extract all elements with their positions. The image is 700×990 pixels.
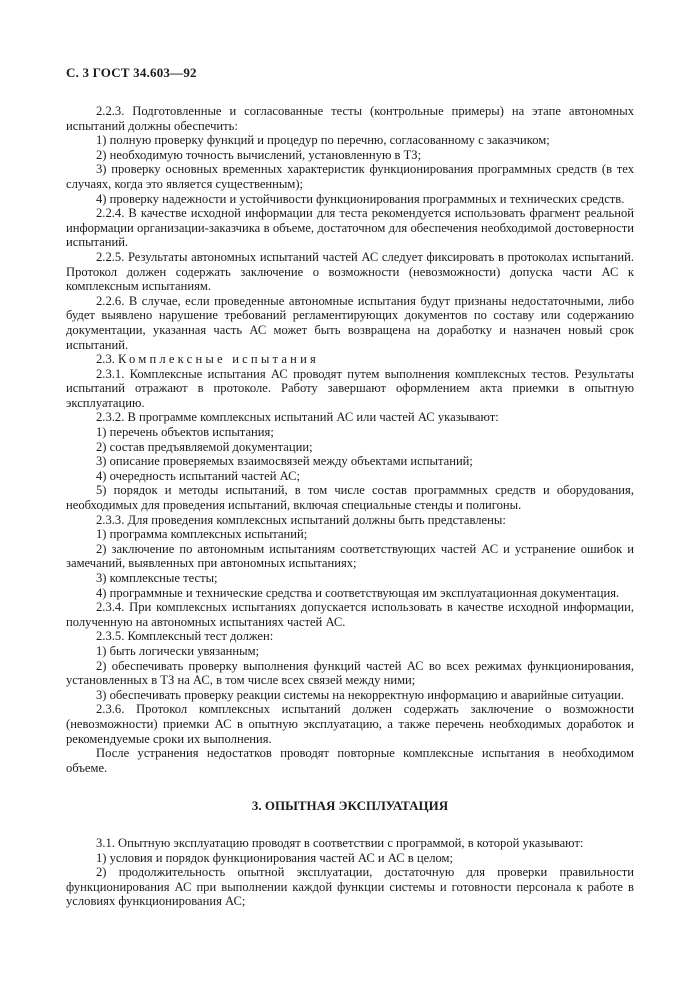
paragraph: 2.2.3. Подготовленные и согласованные тесты (контрольные примеры) на этапе автономных испытаний должны обеспечить: xyxy=(66,104,634,133)
list-item: 3) описание проверяемых взаимосвязей между объектами испытаний; xyxy=(96,454,473,469)
paragraph: 2.3.1. Комплексные испытания АС проводят путем выполнения комплексных тестов. Результаты испытаний отражают в протоколе. Работу завершают оформлением акта приемки в опытную эксплуатацию. xyxy=(66,366,634,410)
paragraph: 2.3.4. При комплексных испытаниях допускается использовать в качестве исходной информации, полученную на автономных испытаниях частей АС. xyxy=(66,600,634,629)
subsection-heading xyxy=(66,352,634,367)
list-item: 1) полную проверку функций и процедур по перечню, согласованному с заказчиком; xyxy=(96,133,550,148)
paragraph: После устранения недостатков проводят повторные комплексные испытания в необходимом объеме. xyxy=(66,746,634,775)
paragraph: 2.2.6. В случае, если проведенные автономные испытания будут признаны недостаточными, либо будет выявлено нарушение требований регламентирующих документов по составу или содержанию документации, указанная часть АС может быть возвращена на доработку и назначен новый срок испытаний. xyxy=(66,293,634,352)
paragraph: 2.2.5. Результаты автономных испытаний частей АС следует фиксировать в протоколах испытаний. Протокол должен содержать заключение о возможности (невозможности) допуска части АС к комплексным испытаниям. xyxy=(66,249,634,294)
subsection-number: 2.3. xyxy=(96,352,115,367)
page-header: С. 3 ГОСТ 34.603—92 xyxy=(66,65,197,80)
list-item: 2) необходимую точность вычислений, установленную в ТЗ; xyxy=(96,147,422,162)
list-item: 2) заключение по автономным испытаниям соответствующих частей АС и устранение ошибок и замечаний, выявленных при автономных испытаниях; xyxy=(66,541,634,571)
paragraph: 2.3.6. Протокол комплексных испытаний должен содержать заключение о возможности (невозможности) приемки АС в опытную эксплуатацию, а также перечень необходимых доработок и рекомендуемые сроки их выполнения. xyxy=(66,702,634,746)
list-item: 1) программа комплексных испытаний; xyxy=(96,527,308,542)
list-item: 3) обеспечивать проверку реакции системы на некорректную информацию и аварийные ситуации. xyxy=(96,687,625,702)
document-body xyxy=(66,104,634,909)
block-2-2 xyxy=(66,104,634,352)
list-item: 4) очередность испытаний частей АС; xyxy=(96,468,301,483)
list-item: 5) порядок и методы испытаний, в том числе состав программных средств и оборудования, необходимых для проведения испытаний, включая специальные стенды и полигоны. xyxy=(66,483,634,513)
block-3 xyxy=(66,836,634,909)
list-item: 3) проверку основных временных характеристик функционирования программных средств (в тех случаях, когда это является существенным); xyxy=(66,162,634,191)
list-item: 1) перечень объектов испытания; xyxy=(96,425,274,440)
paragraph: 2.3.3. Для проведения комплексных испытаний должны быть представлены: xyxy=(96,512,506,527)
list-item: 4) проверку надежности и устойчивости функционирования программных и технических средств. xyxy=(96,191,625,206)
block-2-3 xyxy=(66,367,634,776)
list-item: 2) состав предъявляемой документации; xyxy=(96,439,313,454)
list-item: 4) программные и технические средства и соответствующая им эксплуатационная документация. xyxy=(96,585,620,600)
list-item: 2) продолжительность опытной эксплуатации, достаточную для проверки правильности функционирования АС при выполнении каждой функции системы и готовности персонала к работе в условиях функционирования АС; xyxy=(66,865,634,909)
paragraph: 2.3.5. Комплексный тест должен: xyxy=(96,629,274,644)
list-item: 2) обеспечивать проверку выполнения функций частей АС во всех режимах функционирования, установленных в ТЗ на АС, в том числе всех связей между ними; xyxy=(66,658,634,688)
list-item: 1) условия и порядок функционирования частей АС и АС в целом; xyxy=(96,850,454,865)
paragraph: 2.3.2. В программе комплексных испытаний АС или частей АС указывают: xyxy=(96,410,499,425)
subsection-title: Комплексные испытания xyxy=(118,352,320,367)
list-item: 3) комплексные тесты; xyxy=(96,571,218,585)
paragraph: 2.2.4. В качестве исходной информации для теста рекомендуется использовать фрагмент реальной информации организации-заказчика в объеме, достаточном для обеспечения необходимой достоверности испытаний. xyxy=(66,206,634,250)
paragraph: 3.1. Опытную эксплуатацию проводят в соответствии с программой, в которой указывают: xyxy=(96,835,584,850)
list-item: 1) быть логически увязанным; xyxy=(96,643,260,658)
section-title: 3. ОПЫТНАЯ ЭКСПЛУАТАЦИЯ xyxy=(251,798,449,814)
